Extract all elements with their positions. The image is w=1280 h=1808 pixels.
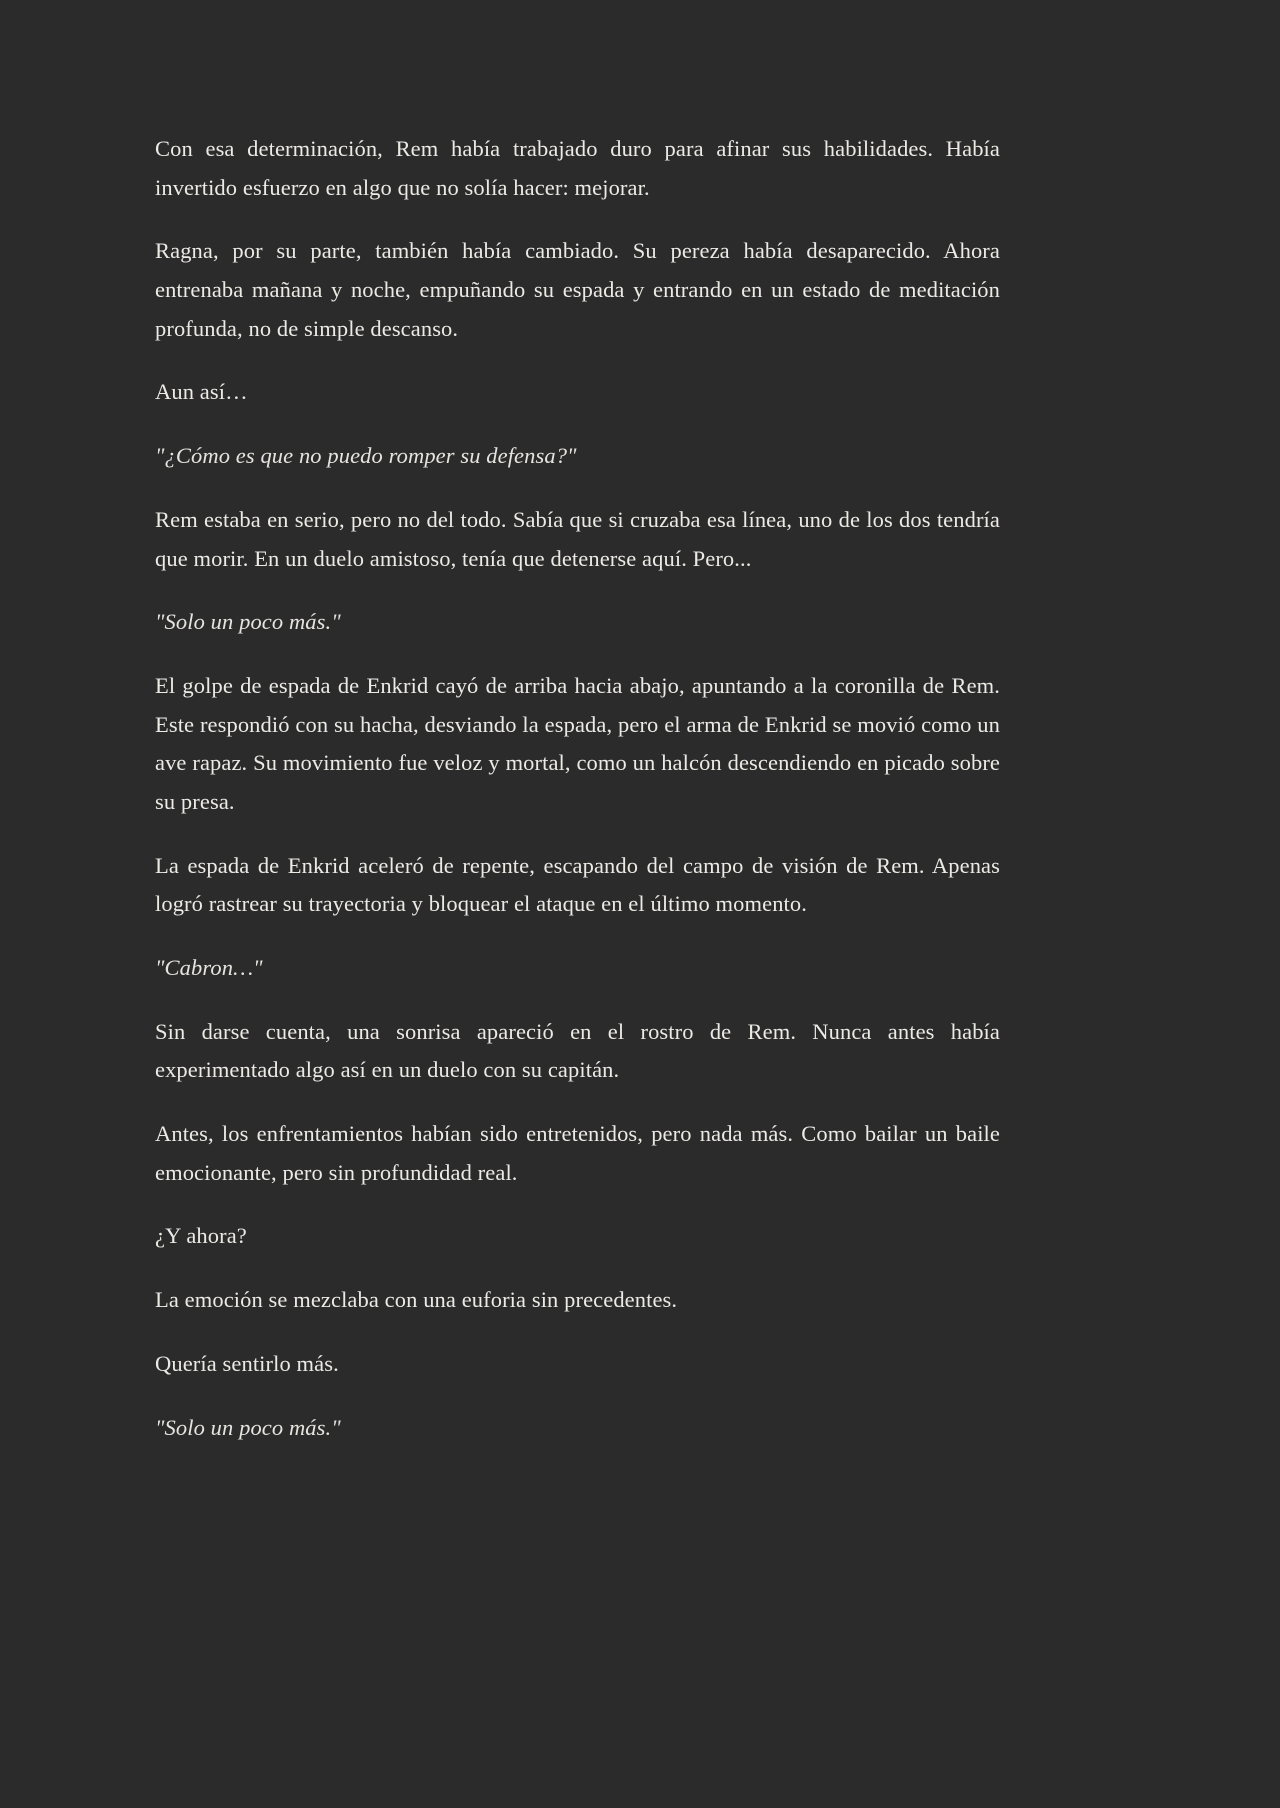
paragraph: Aun así…	[155, 379, 248, 405]
paragraph: Con esa determinación, Rem había trabajado duro para afinar sus habilidades. Había invertido esfuerzo en algo que no solía hacer: mejorar.	[155, 136, 1000, 200]
paragraph: Ragna, por su parte, también había cambiado. Su pereza había desaparecido. Ahora entrenaba mañana y noche, empuñando su espada y entrando en un estado de meditación profunda, no de simple descanso.	[155, 238, 1000, 341]
paragraph: La espada de Enkrid aceleró de repente, escapando del campo de visión de Rem. Apenas logró rastrear su trayectoria y bloquear el ataque en el último momento.	[155, 852, 1000, 917]
paragraph: Sin darse cuenta, una sonrisa apareció en el rostro de Rem. Nunca antes había experimentado algo así en un duelo con su capitán.	[155, 1018, 1000, 1083]
paragraph: Rem estaba en serio, pero no del todo. Sabía que si cruzaba esa línea, uno de los dos tendría que morir. En un duelo amistoso, tenía que detenerse aquí. Pero...	[155, 506, 1000, 571]
dialogue-line: "¿Cómo es que no puedo romper su defensa?"	[155, 443, 577, 469]
paragraph: La emoción se mezclaba con una euforia sin precedentes.	[155, 1287, 678, 1313]
paragraph: Quería sentirlo más.	[155, 1350, 339, 1376]
dialogue-line: "Cabron…"	[155, 955, 263, 980]
document-body	[155, 130, 1000, 1447]
dialogue-line: "Solo un poco más."	[155, 1414, 341, 1440]
paragraph: El golpe de espada de Enkrid cayó de arriba hacia abajo, apuntando a la coronilla de Rem. Este respondió con su hacha, desviando la espada, pero el arma de Enkrid se movió como un ave rapaz. Su movimiento fue veloz y mortal, como un halcón descendiendo en picado sobre su presa.	[155, 672, 1000, 814]
paragraph: Antes, los enfrentamientos habían sido entretenidos, pero nada más. Como bailar un baile emocionante, pero sin profundidad real.	[155, 1121, 1000, 1185]
paragraph: ¿Y ahora?	[155, 1223, 247, 1249]
dialogue-line: "Solo un poco más."	[155, 609, 341, 635]
